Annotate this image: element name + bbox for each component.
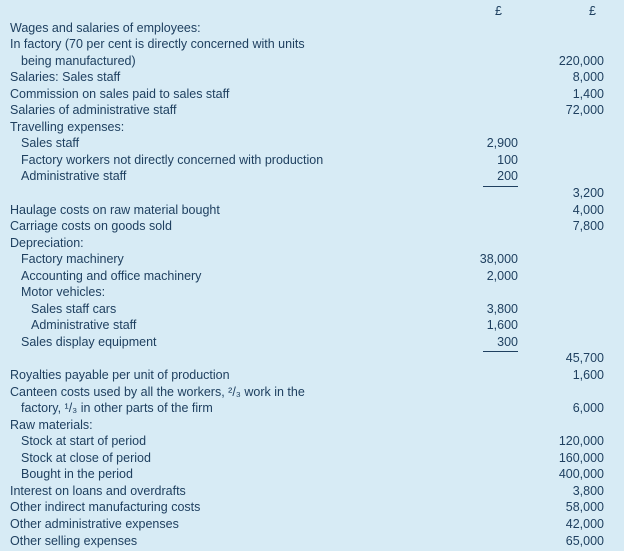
amount-value: 100: [497, 152, 518, 167]
table-row: [10, 185, 604, 202]
row-label: Interest on loans and overdrafts: [10, 483, 186, 498]
table-row: [10, 533, 604, 550]
table-row: [10, 483, 604, 500]
row-label: Sales staff cars: [31, 301, 117, 316]
row-label: Royalties payable per unit of production: [10, 368, 230, 383]
amount-col2: [518, 466, 604, 483]
row-label: Other selling expenses: [10, 533, 138, 548]
row-label: Wages and salaries of employees:: [10, 20, 201, 35]
amount-col1: [430, 135, 518, 152]
row-label: Carriage costs on goods sold: [10, 219, 172, 234]
amount-col2: [518, 433, 604, 450]
column-header-pound-2: £: [589, 4, 596, 18]
amount-value: 45,700: [565, 351, 604, 366]
amount-col2: [518, 533, 604, 550]
amount-col2: [518, 202, 604, 219]
amount-value: 3,200: [572, 186, 604, 201]
amount-value: 65,000: [565, 533, 604, 548]
amount-value: 160,000: [558, 450, 604, 465]
row-label: Factory workers not directly concerned with production: [21, 152, 324, 167]
amount-value: 42,000: [565, 516, 604, 531]
table-body: [10, 20, 604, 550]
table-row: [10, 86, 604, 103]
row-label: Bought in the period: [21, 467, 133, 482]
row-label: In factory (70 per cent is directly concerned with units: [10, 37, 305, 52]
table-row: [10, 268, 604, 285]
row-label: Commission on sales paid to sales staff: [10, 86, 230, 101]
amount-col2: [518, 483, 604, 500]
table-row: [10, 334, 604, 351]
table-row: [10, 417, 604, 434]
table-row: [10, 317, 604, 334]
amount-value: 3,800: [486, 301, 518, 316]
table-row: [10, 466, 604, 483]
table-row: [10, 301, 604, 318]
table-row: [10, 168, 604, 185]
table-row: [10, 69, 604, 86]
row-label: Sales display equipment: [21, 334, 157, 349]
table-row: [10, 433, 604, 450]
amount-col1: [430, 334, 518, 353]
amount-col1: [430, 317, 518, 334]
amount-col1: [430, 268, 518, 285]
amount-col1: [430, 152, 518, 169]
row-label: Raw materials:: [10, 417, 93, 432]
table-row: [10, 350, 604, 367]
row-label: being manufactured): [21, 53, 136, 68]
amount-col2: [518, 53, 604, 70]
row-label: Stock at close of period: [21, 450, 151, 465]
amount-value: 1,400: [572, 86, 604, 101]
table-row: [10, 284, 604, 301]
amount-value: 72,000: [565, 103, 604, 118]
amount-col2: [518, 400, 604, 417]
amount-col1: [430, 251, 518, 268]
amount-value: 400,000: [558, 467, 604, 482]
table-row: [10, 135, 604, 152]
amount-col2: [518, 367, 604, 384]
amount-col2: [518, 516, 604, 533]
table-row: [10, 499, 604, 516]
amount-col1: [430, 168, 518, 187]
amount-col2: [518, 86, 604, 103]
row-label: Travelling expenses:: [10, 119, 125, 134]
table-row: [10, 516, 604, 533]
table-row: [10, 53, 604, 70]
row-label: Salaries of administrative staff: [10, 103, 177, 118]
amount-value: 58,000: [565, 500, 604, 515]
amount-value: 3,800: [572, 483, 604, 498]
amount-value: 8,000: [572, 70, 604, 85]
amount-col2: [518, 350, 604, 367]
amount-value: 2,900: [486, 136, 518, 151]
table-row: [10, 202, 604, 219]
row-label: Other administrative expenses: [10, 516, 179, 531]
column-headers: [10, 3, 604, 20]
amount-value: 200: [483, 168, 518, 187]
row-label: factory, ¹/₃ in other parts of the firm: [21, 401, 213, 416]
amount-value: 1,600: [486, 318, 518, 333]
table-row: [10, 152, 604, 169]
amount-col2: [518, 218, 604, 235]
amount-col2: [518, 450, 604, 467]
row-label: Stock at start of period: [21, 434, 147, 449]
amount-value: 2,000: [486, 268, 518, 283]
amount-value: 7,800: [572, 219, 604, 234]
row-label: Motor vehicles:: [21, 285, 106, 300]
row-label: Administrative staff: [21, 169, 127, 184]
table-row: [10, 119, 604, 136]
amount-value: 38,000: [479, 252, 518, 267]
table-row: [10, 20, 604, 37]
amount-value: 120,000: [558, 434, 604, 449]
table-row: [10, 235, 604, 252]
amount-value: 6,000: [572, 401, 604, 416]
amount-col2: [518, 69, 604, 86]
row-label: Salaries: Sales staff: [10, 70, 121, 85]
amount-value: 1,600: [572, 368, 604, 383]
amount-col2: [518, 185, 604, 202]
table-row: [10, 384, 604, 401]
amount-value: 4,000: [572, 202, 604, 217]
amount-col2: [518, 102, 604, 119]
row-label: Administrative staff: [31, 318, 137, 333]
table-row: [10, 450, 604, 467]
row-label: Accounting and office machinery: [21, 268, 202, 283]
table-row: [10, 400, 604, 417]
amount-value: 220,000: [558, 53, 604, 68]
row-label: Depreciation:: [10, 235, 84, 250]
row-label: Sales staff: [21, 136, 80, 151]
row-label: Factory machinery: [21, 252, 124, 267]
row-label: Canteen costs used by all the workers, ²/₃ work in the: [10, 384, 305, 399]
amount-value: 300: [483, 334, 518, 353]
table-row: [10, 218, 604, 235]
table-row: [10, 367, 604, 384]
amount-col2: [518, 499, 604, 516]
table-row: [10, 36, 604, 53]
row-label: Other indirect manufacturing costs: [10, 500, 201, 515]
table-row: [10, 102, 604, 119]
amount-col1: [430, 301, 518, 318]
table-row: [10, 251, 604, 268]
row-label: Haulage costs on raw material bought: [10, 202, 220, 217]
column-header-pound-1: £: [495, 4, 502, 18]
